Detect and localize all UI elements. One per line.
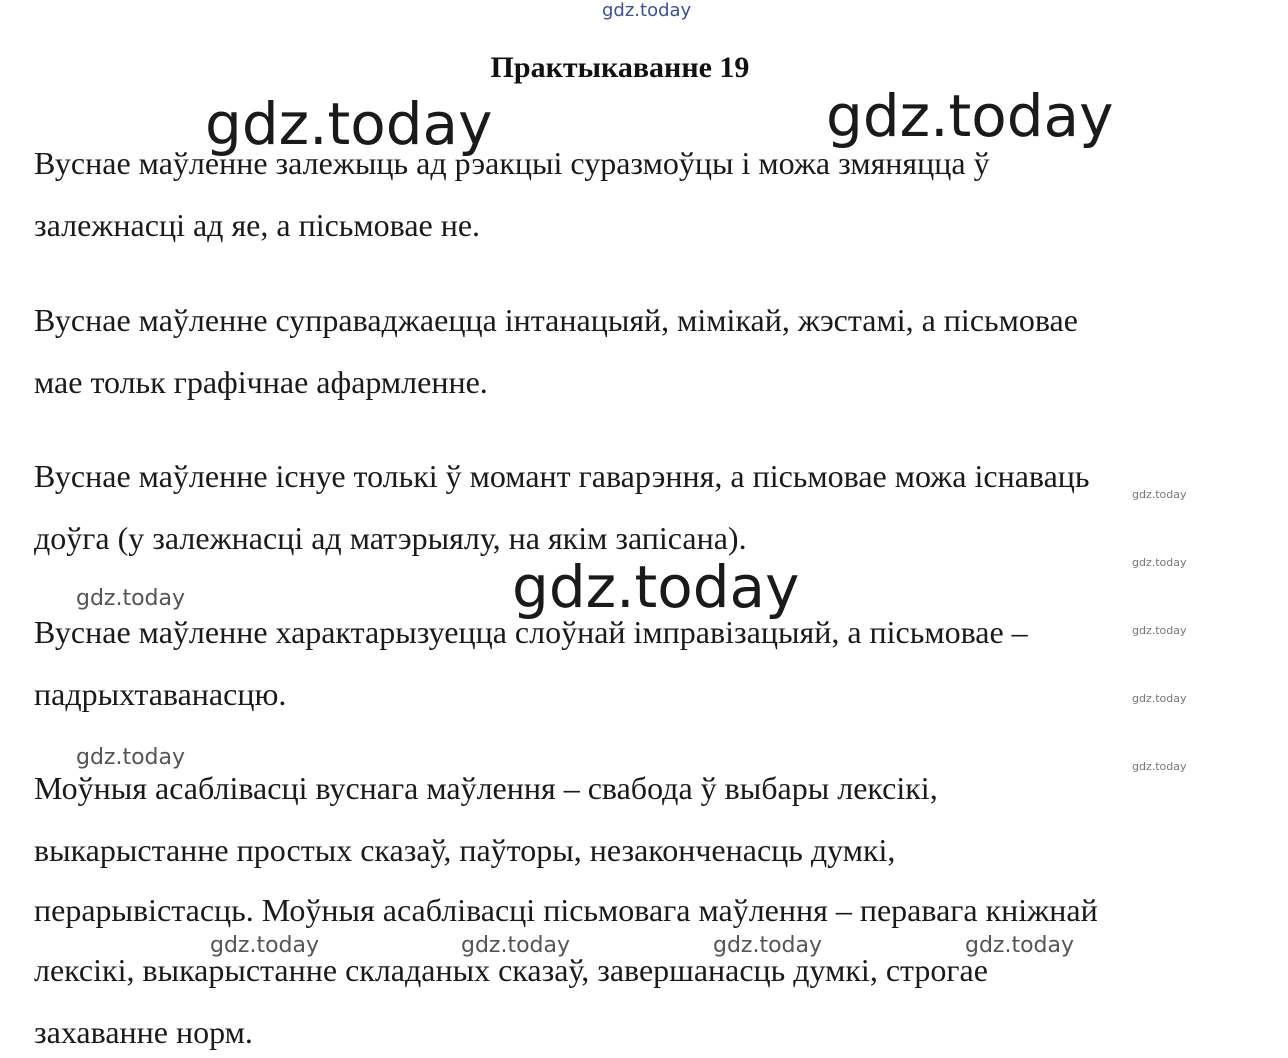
page-title: Практыкаванне 19 xyxy=(490,51,750,84)
watermark-large: gdz.today xyxy=(512,553,800,621)
text-line: мае тольк графічнае афармленне. xyxy=(34,364,488,400)
text-line: Вуснае маўленне залежыць ад рэакцыі суразмоўцы і можа змяняцца ў xyxy=(34,145,990,181)
watermark-large: gdz.today xyxy=(205,90,493,158)
text-line: Моўныя асаблівасці вуснага маўлення – свабода ў выбары лексікі, xyxy=(34,770,938,806)
text-line: падрыхтаванасцю. xyxy=(34,676,287,712)
watermark-medium: gdz.today xyxy=(461,933,571,958)
watermark-medium: gdz.today xyxy=(210,933,320,958)
text-line: Вуснае маўленне характарызуецца слоўнай імправізацыяй, а пісьмовае – xyxy=(34,614,1028,650)
text-line: Вуснае маўленне існуе толькі ў момант гаварэння, а пісьмовае можа існаваць xyxy=(34,458,1090,494)
text-line: лексікі, выкарыстанне складаных сказаў, завершанасць думкі, строгае xyxy=(34,952,988,988)
watermark-large: gdz.today xyxy=(826,82,1114,150)
watermark-top: gdz.today xyxy=(602,0,692,21)
watermark-medium: gdz.today xyxy=(76,586,186,611)
watermark-small: gdz.today xyxy=(1132,760,1187,773)
text-line: доўга (у залежнасці ад матэрыялу, на якім запісана). xyxy=(34,520,747,556)
watermark-medium: gdz.today xyxy=(713,933,823,958)
watermark-medium: gdz.today xyxy=(76,745,186,770)
watermark-small: gdz.today xyxy=(1132,556,1187,569)
text-line: Вуснае маўленне суправаджаецца інтанацыяй, мімікай, жэстамі, а пісьмовае xyxy=(34,302,1078,338)
watermark-small: gdz.today xyxy=(1132,488,1187,501)
watermark-small: gdz.today xyxy=(1132,624,1187,637)
watermark-small: gdz.today xyxy=(1132,692,1187,705)
text-line: перарывістасць. Моўныя асаблівасці пісьмовага маўлення – перавага кніжнай xyxy=(34,892,1098,928)
text-line: выкарыстанне простых сказаў, паўторы, незаконченасць думкі, xyxy=(34,832,896,868)
text-line: залежнасці ад яе, а пісьмовае не. xyxy=(34,207,481,243)
text-line: захаванне норм. xyxy=(34,1014,253,1050)
watermark-medium: gdz.today xyxy=(965,933,1075,958)
